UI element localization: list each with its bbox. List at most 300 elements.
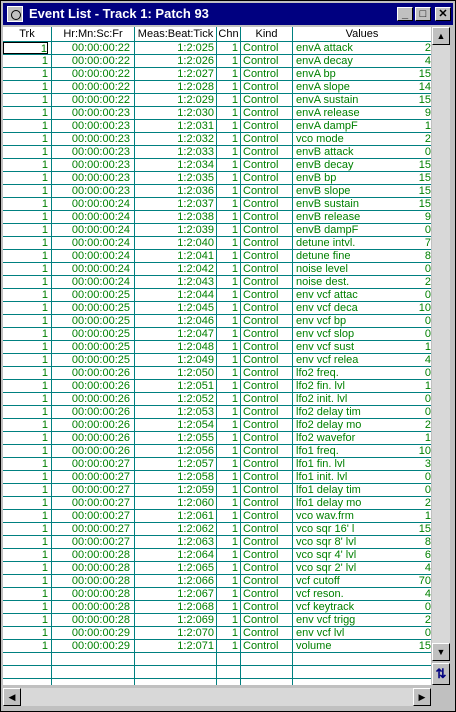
table-row[interactable] (3, 536, 431, 549)
table-row[interactable] (3, 640, 431, 653)
table-row[interactable] (3, 380, 431, 393)
cell-trk[interactable]: 1 (41, 601, 48, 613)
cell-param[interactable]: detune intvl. (296, 237, 356, 249)
cell-chn[interactable]: 1 (231, 55, 238, 67)
cell-value[interactable]: 15 (418, 185, 431, 197)
cell-kind[interactable]: Control (243, 211, 279, 223)
cell-chn[interactable]: 1 (231, 510, 238, 522)
table-row[interactable] (3, 237, 431, 250)
cell-value[interactable]: 15 (418, 523, 431, 535)
cell-time[interactable]: 00:00:00:22 (71, 81, 130, 93)
cell-kind[interactable]: Control (243, 250, 279, 262)
cell-param[interactable]: lfo1 fin. lvl (296, 458, 345, 470)
cell-value[interactable]: 15 (418, 68, 431, 80)
cell-meas[interactable]: 1:2:059 (177, 484, 214, 496)
cell-chn[interactable]: 1 (231, 575, 238, 587)
cell-chn[interactable]: 1 (231, 445, 238, 457)
cell-time[interactable]: 00:00:00:25 (71, 302, 130, 314)
cell-param[interactable]: env vcf trigg (296, 614, 356, 626)
cell-chn[interactable]: 1 (231, 315, 238, 327)
cell-trk[interactable]: 1 (41, 549, 48, 561)
header-values[interactable]: Values (345, 28, 379, 40)
cell-kind[interactable]: Control (243, 263, 279, 275)
cell-meas[interactable]: 1:2:035 (177, 172, 214, 184)
cell-value[interactable]: 1 (424, 510, 431, 522)
cell-meas[interactable]: 1:2:026 (177, 55, 214, 67)
cell-time[interactable]: 00:00:00:23 (71, 107, 130, 119)
cell-meas[interactable]: 1:2:045 (177, 302, 214, 314)
cell-trk[interactable]: 1 (41, 198, 48, 210)
cell-value[interactable]: 4 (424, 588, 431, 600)
cell-trk[interactable]: 1 (41, 55, 48, 67)
table-row[interactable] (3, 588, 431, 601)
scroll-up-icon[interactable]: ▲ (432, 27, 450, 45)
cell-param[interactable]: envB decay (296, 159, 354, 171)
empty-row[interactable] (3, 679, 431, 685)
close-button[interactable]: ✕ (435, 7, 451, 21)
table-row[interactable] (3, 263, 431, 276)
cell-value[interactable]: 4 (424, 562, 431, 574)
table-row[interactable] (3, 614, 431, 627)
cell-time[interactable]: 00:00:00:24 (71, 250, 130, 262)
cell-param[interactable]: lfo2 fin. lvl (296, 380, 345, 392)
cell-meas[interactable]: 1:2:039 (177, 224, 214, 236)
column-divider[interactable] (216, 27, 217, 685)
cell-trk[interactable]: 1 (41, 185, 48, 197)
cell-meas[interactable]: 1:2:041 (177, 250, 214, 262)
cell-time[interactable]: 00:00:00:28 (71, 562, 130, 574)
cell-kind[interactable]: Control (243, 367, 279, 379)
cell-kind[interactable]: Control (243, 146, 279, 158)
cell-chn[interactable]: 1 (231, 42, 238, 54)
cell-time[interactable]: 00:00:00:26 (71, 419, 130, 431)
cell-param[interactable]: lfo2 init. lvl (296, 393, 348, 405)
cell-kind[interactable]: Control (243, 42, 279, 54)
cell-kind[interactable]: Control (243, 406, 279, 418)
cell-param[interactable]: noise dest. (296, 276, 350, 288)
cell-chn[interactable]: 1 (231, 601, 238, 613)
cell-chn[interactable]: 1 (231, 588, 238, 600)
cell-value[interactable]: 4 (424, 55, 431, 67)
cell-meas[interactable]: 1:2:037 (177, 198, 214, 210)
cell-value[interactable]: 1 (424, 341, 431, 353)
cell-value[interactable]: 0 (424, 289, 431, 301)
cell-chn[interactable]: 1 (231, 562, 238, 574)
cell-meas[interactable]: 1:2:056 (177, 445, 214, 457)
cell-trk[interactable]: 1 (41, 172, 48, 184)
cell-param[interactable]: envB dampF (296, 224, 359, 236)
cell-value[interactable]: 8 (424, 250, 431, 262)
cell-meas[interactable]: 1:2:028 (177, 81, 214, 93)
cell-meas[interactable]: 1:2:025 (177, 42, 214, 54)
cell-value[interactable]: 2 (424, 614, 431, 626)
cell-value[interactable]: 0 (424, 146, 431, 158)
table-row[interactable] (3, 510, 431, 523)
table-row[interactable] (3, 185, 431, 198)
cell-chn[interactable]: 1 (231, 237, 238, 249)
cell-param[interactable]: env vcf sust (296, 341, 355, 353)
cell-kind[interactable]: Control (243, 497, 279, 509)
cell-meas[interactable]: 1:2:049 (177, 354, 214, 366)
cell-chn[interactable]: 1 (231, 133, 238, 145)
cell-time[interactable]: 00:00:00:23 (71, 159, 130, 171)
cell-value[interactable]: 2 (424, 133, 431, 145)
cell-time[interactable]: 00:00:00:26 (71, 380, 130, 392)
cell-param[interactable]: vco sqr 8' lvl (296, 536, 357, 548)
cell-time[interactable]: 00:00:00:26 (71, 445, 130, 457)
table-row[interactable] (3, 523, 431, 536)
cell-time[interactable]: 00:00:00:22 (71, 68, 130, 80)
cell-value[interactable]: 9 (424, 211, 431, 223)
table-row[interactable] (3, 94, 431, 107)
table-row[interactable] (3, 484, 431, 497)
cell-kind[interactable]: Control (243, 55, 279, 67)
table-row[interactable] (3, 328, 431, 341)
cell-chn[interactable]: 1 (231, 497, 238, 509)
cell-meas[interactable]: 1:2:068 (177, 601, 214, 613)
cell-chn[interactable]: 1 (231, 393, 238, 405)
table-row[interactable] (3, 393, 431, 406)
cell-trk[interactable]: 1 (41, 237, 48, 249)
cell-chn[interactable]: 1 (231, 289, 238, 301)
cell-time[interactable]: 00:00:00:24 (71, 211, 130, 223)
table-row[interactable] (3, 211, 431, 224)
cell-trk[interactable]: 1 (41, 393, 48, 405)
cell-time[interactable]: 00:00:00:22 (71, 42, 130, 54)
table-row[interactable] (3, 276, 431, 289)
cell-kind[interactable]: Control (243, 328, 279, 340)
table-row[interactable] (3, 172, 431, 185)
cell-param[interactable]: volume (296, 640, 332, 652)
cell-param[interactable]: env vcf lvl (296, 627, 345, 639)
cell-kind[interactable]: Control (243, 549, 279, 561)
cell-kind[interactable]: Control (243, 289, 279, 301)
cell-param[interactable]: noise level (296, 263, 348, 275)
cell-time[interactable]: 00:00:00:27 (71, 484, 130, 496)
table-row[interactable] (3, 146, 431, 159)
cell-param[interactable]: vco sqr 2' lvl (296, 562, 357, 574)
cell-kind[interactable]: Control (243, 185, 279, 197)
cell-kind[interactable]: Control (243, 107, 279, 119)
cell-meas[interactable]: 1:2:067 (177, 588, 214, 600)
cell-chn[interactable]: 1 (231, 276, 238, 288)
cell-kind[interactable]: Control (243, 237, 279, 249)
cell-value[interactable]: 2 (424, 419, 431, 431)
cell-kind[interactable]: Control (243, 354, 279, 366)
cell-meas[interactable]: 1:2:054 (177, 419, 214, 431)
cell-kind[interactable]: Control (243, 120, 279, 132)
cell-trk[interactable]: 1 (41, 445, 48, 457)
cell-time[interactable]: 00:00:00:23 (71, 120, 130, 132)
cell-trk[interactable]: 1 (41, 588, 48, 600)
cell-meas[interactable]: 1:2:031 (177, 120, 214, 132)
table-row[interactable] (3, 81, 431, 94)
cell-kind[interactable]: Control (243, 94, 279, 106)
cell-param[interactable]: env vcf bp (296, 315, 347, 327)
table-row[interactable] (3, 445, 431, 458)
cell-value[interactable]: 0 (424, 315, 431, 327)
cell-trk[interactable]: 1 (41, 367, 48, 379)
cell-chn[interactable]: 1 (231, 471, 238, 483)
cell-value[interactable]: 10 (418, 445, 431, 457)
cell-kind[interactable]: Control (243, 341, 279, 353)
cell-kind[interactable]: Control (243, 484, 279, 496)
cell-value[interactable]: 2 (424, 276, 431, 288)
cell-time[interactable]: 00:00:00:23 (71, 133, 130, 145)
cell-value[interactable]: 1 (424, 120, 431, 132)
cell-value[interactable]: 0 (424, 601, 431, 613)
cell-time[interactable]: 00:00:00:27 (71, 523, 130, 535)
cell-trk[interactable]: 1 (41, 328, 48, 340)
cell-trk[interactable]: 1 (41, 640, 48, 652)
cell-meas[interactable]: 1:2:038 (177, 211, 214, 223)
horizontal-scrollbar[interactable] (3, 687, 431, 707)
cell-chn[interactable]: 1 (231, 172, 238, 184)
cell-value[interactable]: 15 (418, 172, 431, 184)
cell-value[interactable]: 15 (418, 198, 431, 210)
table-row[interactable] (3, 107, 431, 120)
table-row[interactable] (3, 562, 431, 575)
cell-time[interactable]: 00:00:00:26 (71, 393, 130, 405)
table-row[interactable] (3, 133, 431, 146)
cell-kind[interactable]: Control (243, 627, 279, 639)
cell-kind[interactable]: Control (243, 458, 279, 470)
cell-time[interactable]: 00:00:00:26 (71, 367, 130, 379)
cell-kind[interactable]: Control (243, 380, 279, 392)
cell-chn[interactable]: 1 (231, 120, 238, 132)
column-divider[interactable] (292, 27, 293, 685)
cell-meas[interactable]: 1:2:034 (177, 159, 214, 171)
cell-kind[interactable]: Control (243, 601, 279, 613)
cell-kind[interactable]: Control (243, 315, 279, 327)
cell-trk[interactable]: 1 (41, 497, 48, 509)
cell-trk[interactable]: 1 (41, 94, 48, 106)
cell-chn[interactable]: 1 (231, 146, 238, 158)
cell-value[interactable]: 7 (424, 237, 431, 249)
cell-trk[interactable]: 1 (41, 536, 48, 548)
cell-trk[interactable]: 1 (41, 211, 48, 223)
cell-value[interactable]: 0 (424, 263, 431, 275)
cell-chn[interactable]: 1 (231, 302, 238, 314)
cell-time[interactable]: 00:00:00:26 (71, 432, 130, 444)
cell-kind[interactable]: Control (243, 471, 279, 483)
cell-param[interactable]: vco wav.frm (296, 510, 354, 522)
cell-kind[interactable]: Control (243, 419, 279, 431)
cell-value[interactable]: 0 (424, 328, 431, 340)
cell-meas[interactable]: 1:2:057 (177, 458, 214, 470)
vertical-scrollbar[interactable] (431, 27, 451, 661)
cell-trk[interactable]: 1 (41, 276, 48, 288)
cell-param[interactable]: lfo2 delay tim (296, 406, 361, 418)
scroll-track[interactable] (432, 45, 450, 643)
title-bar[interactable] (3, 3, 453, 25)
cell-time[interactable]: 00:00:00:28 (71, 549, 130, 561)
cell-trk[interactable]: 1 (41, 458, 48, 470)
cell-chn[interactable]: 1 (231, 380, 238, 392)
cell-kind[interactable]: Control (243, 393, 279, 405)
cell-param[interactable]: vco mode (296, 133, 344, 145)
cell-trk[interactable]: 1 (41, 432, 48, 444)
cell-value[interactable]: 9 (424, 107, 431, 119)
cell-meas[interactable]: 1:2:048 (177, 341, 214, 353)
cell-meas[interactable]: 1:2:058 (177, 471, 214, 483)
cell-param[interactable]: vco sqr 4' lvl (296, 549, 357, 561)
table-row[interactable] (3, 198, 431, 211)
cell-value[interactable]: 1 (424, 432, 431, 444)
cell-param[interactable]: envA decay (296, 55, 353, 67)
cell-time[interactable]: 00:00:00:24 (71, 224, 130, 236)
cell-param[interactable]: lfo2 freq. (296, 367, 339, 379)
cell-trk[interactable]: 1 (41, 562, 48, 574)
cell-param[interactable]: envA slope (296, 81, 350, 93)
table-row[interactable] (3, 575, 431, 588)
cell-kind[interactable]: Control (243, 614, 279, 626)
header-time[interactable]: Hr:Mn:Sc:Fr (63, 28, 123, 40)
cell-param[interactable]: lfo1 freq. (296, 445, 339, 457)
cell-meas[interactable]: 1:2:044 (177, 289, 214, 301)
cell-time[interactable]: 00:00:00:28 (71, 575, 130, 587)
cell-trk[interactable]: 1 (41, 81, 48, 93)
cell-trk[interactable]: 1 (41, 133, 48, 145)
cell-trk[interactable]: 1 (41, 341, 48, 353)
table-row[interactable] (3, 458, 431, 471)
cell-kind[interactable]: Control (243, 81, 279, 93)
cell-kind[interactable]: Control (243, 276, 279, 288)
cell-value[interactable]: 0 (424, 471, 431, 483)
cell-chn[interactable]: 1 (231, 432, 238, 444)
table-row[interactable] (3, 159, 431, 172)
scroll-down-icon[interactable]: ▼ (432, 643, 450, 661)
cell-time[interactable]: 00:00:00:27 (71, 510, 130, 522)
cell-trk[interactable]: 1 (41, 146, 48, 158)
cell-time[interactable]: 00:00:00:22 (71, 94, 130, 106)
header-kind[interactable]: Kind (255, 28, 278, 40)
cell-time[interactable]: 00:00:00:23 (71, 185, 130, 197)
empty-row[interactable] (3, 666, 431, 679)
maximize-button[interactable]: □ (415, 7, 431, 21)
cell-meas[interactable]: 1:2:063 (177, 536, 214, 548)
cell-chn[interactable]: 1 (231, 185, 238, 197)
cell-param[interactable]: envB bp (296, 172, 337, 184)
table-row[interactable] (3, 432, 431, 445)
cell-kind[interactable]: Control (243, 510, 279, 522)
cell-param[interactable]: envA bp (296, 68, 336, 80)
cell-trk[interactable]: 1 (41, 627, 48, 639)
cell-param[interactable]: env vcf slop (296, 328, 355, 340)
cell-time[interactable]: 00:00:00:27 (71, 497, 130, 509)
scroll-track-horizontal[interactable] (21, 688, 413, 706)
table-row[interactable] (3, 354, 431, 367)
cell-meas[interactable]: 1:2:040 (177, 237, 214, 249)
app-icon[interactable] (7, 6, 23, 22)
cell-chn[interactable]: 1 (231, 81, 238, 93)
cell-trk[interactable]: 1 (41, 471, 48, 483)
cell-meas[interactable]: 1:2:046 (177, 315, 214, 327)
cell-kind[interactable]: Control (243, 640, 279, 652)
cell-chn[interactable]: 1 (231, 94, 238, 106)
cell-kind[interactable]: Control (243, 302, 279, 314)
table-row[interactable] (3, 367, 431, 380)
cell-chn[interactable]: 1 (231, 159, 238, 171)
minimize-button[interactable]: _ (397, 7, 413, 21)
cell-time[interactable]: 00:00:00:28 (71, 601, 130, 613)
cell-param[interactable]: vcf reson. (296, 588, 344, 600)
cell-time[interactable]: 00:00:00:27 (71, 458, 130, 470)
cell-time[interactable]: 00:00:00:25 (71, 354, 130, 366)
cell-meas[interactable]: 1:2:066 (177, 575, 214, 587)
cell-time[interactable]: 00:00:00:24 (71, 276, 130, 288)
cell-trk[interactable]: 1 (41, 302, 48, 314)
cell-time[interactable]: 00:00:00:25 (71, 289, 130, 301)
cell-chn[interactable]: 1 (231, 614, 238, 626)
scroll-left-icon[interactable]: ◀ (3, 688, 21, 706)
table-row[interactable] (3, 471, 431, 484)
cell-meas[interactable]: 1:2:042 (177, 263, 214, 275)
cell-chn[interactable]: 1 (231, 627, 238, 639)
cell-value[interactable]: 0 (424, 406, 431, 418)
cell-time[interactable]: 00:00:00:25 (71, 328, 130, 340)
table-row[interactable] (3, 68, 431, 81)
cell-trk[interactable]: 1 (41, 419, 48, 431)
cell-meas[interactable]: 1:2:070 (177, 627, 214, 639)
cell-meas[interactable]: 1:2:069 (177, 614, 214, 626)
cell-time[interactable]: 00:00:00:23 (71, 172, 130, 184)
cell-chn[interactable]: 1 (231, 250, 238, 262)
cell-value[interactable]: 3 (424, 458, 431, 470)
cell-kind[interactable]: Control (243, 575, 279, 587)
cell-value[interactable]: 14 (418, 81, 431, 93)
cell-trk[interactable]: 1 (41, 510, 48, 522)
cell-kind[interactable]: Control (243, 224, 279, 236)
cell-chn[interactable]: 1 (231, 354, 238, 366)
cell-time[interactable]: 00:00:00:27 (71, 471, 130, 483)
cell-meas[interactable]: 1:2:030 (177, 107, 214, 119)
cell-meas[interactable]: 1:2:065 (177, 562, 214, 574)
cell-value[interactable]: 70 (418, 575, 431, 587)
cell-meas[interactable]: 1:2:071 (177, 640, 214, 652)
cell-meas[interactable]: 1:2:061 (177, 510, 214, 522)
cell-chn[interactable]: 1 (231, 536, 238, 548)
cell-trk[interactable]: 1 (41, 406, 48, 418)
scroll-right-icon[interactable]: ▶ (413, 688, 431, 706)
cell-time[interactable]: 00:00:00:22 (71, 55, 130, 67)
cell-kind[interactable]: Control (243, 432, 279, 444)
cell-trk[interactable]: 1 (41, 354, 48, 366)
cell-trk[interactable]: 1 (41, 250, 48, 262)
cell-param[interactable]: envB slope (296, 185, 351, 197)
table-row[interactable] (3, 224, 431, 237)
cell-trk[interactable]: 1 (41, 289, 48, 301)
cell-chn[interactable]: 1 (231, 458, 238, 470)
cell-time[interactable]: 00:00:00:25 (71, 315, 130, 327)
cell-param[interactable]: envB attack (296, 146, 354, 158)
cell-kind[interactable]: Control (243, 133, 279, 145)
cell-trk[interactable]: 1 (41, 68, 48, 80)
cell-param[interactable]: detune fine (296, 250, 351, 262)
cell-meas[interactable]: 1:2:062 (177, 523, 214, 535)
table-row[interactable] (3, 341, 431, 354)
cell-time[interactable]: 00:00:00:29 (71, 640, 130, 652)
cell-chn[interactable]: 1 (231, 549, 238, 561)
cell-param[interactable]: vco sqr 16' l (296, 523, 355, 535)
cell-chn[interactable]: 1 (231, 484, 238, 496)
table-row[interactable] (3, 42, 431, 55)
cell-meas[interactable]: 1:2:050 (177, 367, 214, 379)
cell-value[interactable]: 1 (424, 380, 431, 392)
cell-param[interactable]: envA sustain (296, 94, 359, 106)
cell-value[interactable]: 0 (424, 367, 431, 379)
cell-meas[interactable]: 1:2:032 (177, 133, 214, 145)
